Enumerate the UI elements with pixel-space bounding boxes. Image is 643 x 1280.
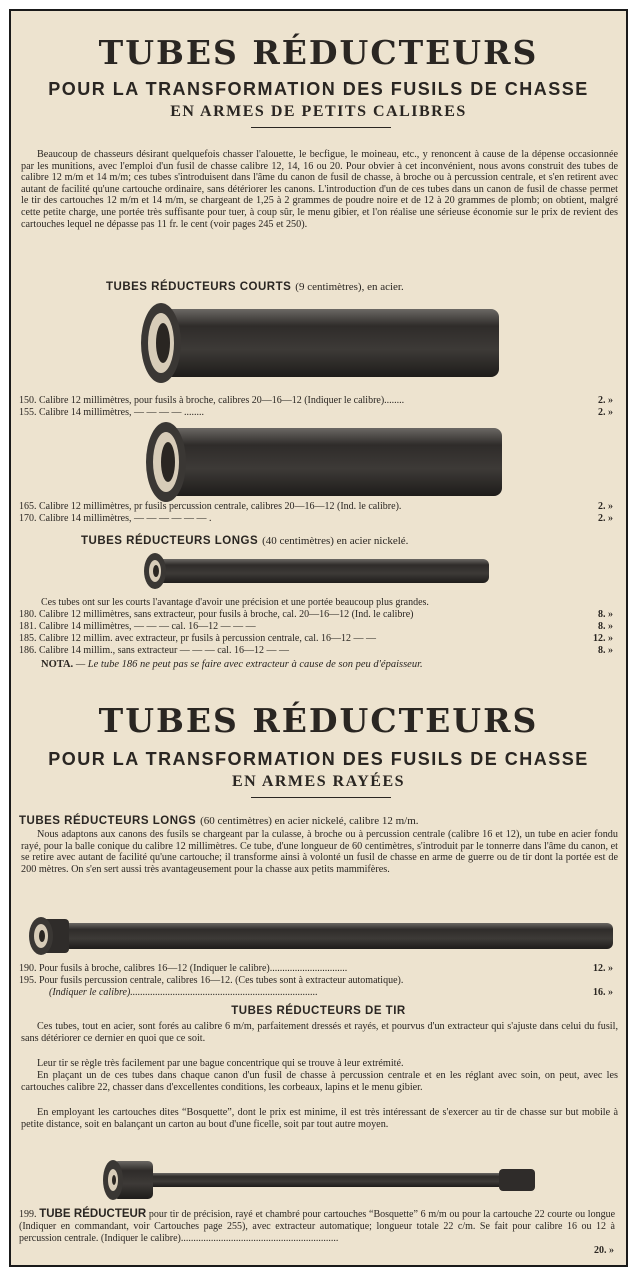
item-170: 170. Calibre 14 millimètres, — — — — — — . 2. » — [19, 513, 613, 524]
item-190: 190. Pour fusils à broche, calibres 16—12 (Indiquer le calibre)............................... 12. » — [19, 963, 613, 974]
section2-title: TUBES RÉDUCTEURS — [98, 701, 539, 740]
item-185: 185. Calibre 12 millim. avec extracteur, pr fusils à percussion centrale, cal. 16—12 — — 12. » — [19, 633, 613, 644]
item-195-note: (Indiquer le calibre)........................................................................... 16. » — [49, 987, 613, 998]
long-tube-image — [141, 549, 493, 593]
item-199-number: 199. — [19, 1209, 37, 1220]
item-199-price: 20. » — [594, 1245, 614, 1256]
longs-heading-detail: (40 centimètres) en acier nickelé. — [262, 535, 409, 547]
nota-label: NOTA. — [41, 659, 74, 670]
divider — [251, 797, 391, 798]
rifled-heading — [19, 811, 419, 829]
section1-subtitle: POUR LA TRANSFORMATION DES FUSILS DE CHASSE — [48, 79, 589, 99]
short-tube-centerfire-image — [136, 416, 506, 508]
item-165: 165. Calibre 12 millimètres, pr fusils percussion centrale, calibres 20—16—12 (Ind. le calibre). 2. » — [19, 501, 613, 512]
rifled-intro: Nous adaptons aux canons des fusils se chargeant par la culasse, à broche ou à percussion centrale (calibre 16 et 12), un tube en acier fondu rayé, pour la balle conique du calibre 12 millimètres. Ce tube, d'une longueur de 60 centimètres, s'introduit par le tonnerre dans l'âme du canon, et se retire avec autant de facilité qu'une cartouche; il transforme ainsi à volonté un fusil de chasse en arme de guerre ou de tir dont la portée est de 200 mètres. On s'en sert aussi très avantageusement pour la chasse aux petits mammifères. — [21, 829, 618, 875]
item-199 — [19, 1209, 615, 1244]
nota-text: — Le tube 186 ne peut pas se faire avec extracteur à cause de son peu d'épaisseur. — [73, 659, 423, 670]
longs-intro: Ces tubes ont sur les courts l'avantage d'avoir une précision et une portée beaucoup plus grandes. — [41, 597, 429, 608]
item-150: 150. Calibre 12 millimètres, pour fusils à broche, calibres 20—16—12 (Indiquer le calibre)........ 2. » — [19, 395, 613, 406]
tir-paragraph-1: Ces tubes, tout en acier, sont forés au calibre 6 m/m, parfaitement dressés et rayés, et pourvus d'un extracteur qui s'ajuste dans celui du fusil, sans détériorer ce dernier en quoi que ce soit. — [21, 1021, 618, 1044]
item-181: 181. Calibre 14 millimètres, — — — cal. 16—12 — — — 8. » — [19, 621, 613, 632]
section1-subtitle-2: EN ARMES DE PETITS CALIBRES — [170, 103, 467, 120]
item-195: 195. Pour fusils percussion centrale, calibres 16—12. (Ces tubes sont à extracteur automatique). — [19, 975, 404, 986]
item-155: 155. Calibre 14 millimètres, — — — — ........ 2. » — [19, 407, 613, 418]
section1-title: TUBES RÉDUCTEURS — [98, 33, 539, 72]
section2-subtitle-2: EN ARMES RAYÉES — [231, 773, 406, 790]
target-tube-image — [99, 1151, 539, 1207]
tir-paragraph-4: En employant les cartouches dites “Bosquette”, dont le prix est minime, il est très intéressant de s'exercer au tir de chasse sur but mobile à petite distance, soit en balançant un carton au bout d'une ficelle, soit par tout autre moyen. — [21, 1107, 618, 1130]
tir-heading: TUBES RÉDUCTEURS DE TIR — [231, 1005, 406, 1017]
section1-intro: Beaucoup de chasseurs désirant quelquefois chasser l'alouette, le becfigue, le moineau, etc., y renoncent à cause de la dépense occasionnée par les munitions, avec l'emploi d'un fusil de chasse calibre 12, 14, 16 ou 20. Pour obvier à cet inconvénient, nous avons construit des tubes de calibre 12 m/m et 14 m/m; ces tubes s'introduisent dans l'âme du canon de fusil de chasse, à broche ou à percussion centrale, et s'en retirent avec autant de facilité qu'une cartouche ordinaire, sans détériorer les canons. L'introduction d'un de ces tubes dans un canon de fusil de chasse permet le tir des cartouches 12 m/m et 14 m/m, se chargeant de 1,25 à 2 grammes de poudre noire et de 12 à 20 grammes de plomb; on obtient, malgré cette petite charge, une portée très suffisante pour tuer, à coup sûr, le menu gibier, et l'on réalise une sérieuse économie sur le prix de revient des cartouches lequel ne dépasse pas 11 fr. le cent (voir pages 245 et 250). — [21, 149, 618, 230]
rifled-tube-image — [23, 911, 615, 959]
longs-heading-label: TUBES RÉDUCTEURS LONGS — [81, 535, 259, 547]
longs-heading — [81, 531, 408, 549]
short-tube-image — [131, 295, 503, 389]
tir-paragraph-2: Leur tir se règle très facilement par une bague concentrique qui se trouve à leur extrémité. — [37, 1058, 404, 1069]
item-186: 186. Calibre 14 millim., sans extracteur — — — cal. 16—12 — — 8. » — [19, 645, 613, 656]
rifled-heading-detail: (60 centimètres) en acier nickelé, calibre 12 m/m. — [200, 815, 419, 827]
courts-heading-detail: (9 centimètres), en acier. — [295, 281, 404, 293]
section2-subtitle: POUR LA TRANSFORMATION DES FUSILS DE CHASSE — [48, 749, 589, 769]
item-180: 180. Calibre 12 millimètres, sans extracteur, pour fusils à broche, cal. 20—16—12 (Ind. le calibre) 8. » — [19, 609, 613, 620]
courts-heading-label: TUBES RÉDUCTEURS COURTS — [106, 281, 292, 293]
tir-paragraph-3: En plaçant un de ces tubes dans chaque canon d'un fusil de chasse à percussion centrale et en les réglant avec soin, on peut, avec les cartouches calibre 22, chasser dans d'excellentes conditions, les corbeaux, lapins et le menu gibier. — [21, 1070, 618, 1093]
rifled-heading-label: TUBES RÉDUCTEURS LONGS — [19, 815, 197, 827]
divider — [251, 127, 391, 128]
nota — [41, 659, 423, 670]
courts-heading — [106, 277, 404, 295]
catalog-page — [9, 9, 628, 1267]
item-199-text: pour tir de précision, rayé et chambré pour cartouches “Bosquette” 6 m/m ou pour la cartouche 22 courte ou longue (Indiquer en commandant, voir Cartouches page 255), avec extracteur automatique; longueur totale 22 c/m. Se fait pour calibre 16 ou 12 à percussion centrale. (Indiquer le calibre)............................................................... — [19, 1209, 616, 1244]
item-199-label: TUBE RÉDUCTEUR — [39, 1208, 147, 1220]
